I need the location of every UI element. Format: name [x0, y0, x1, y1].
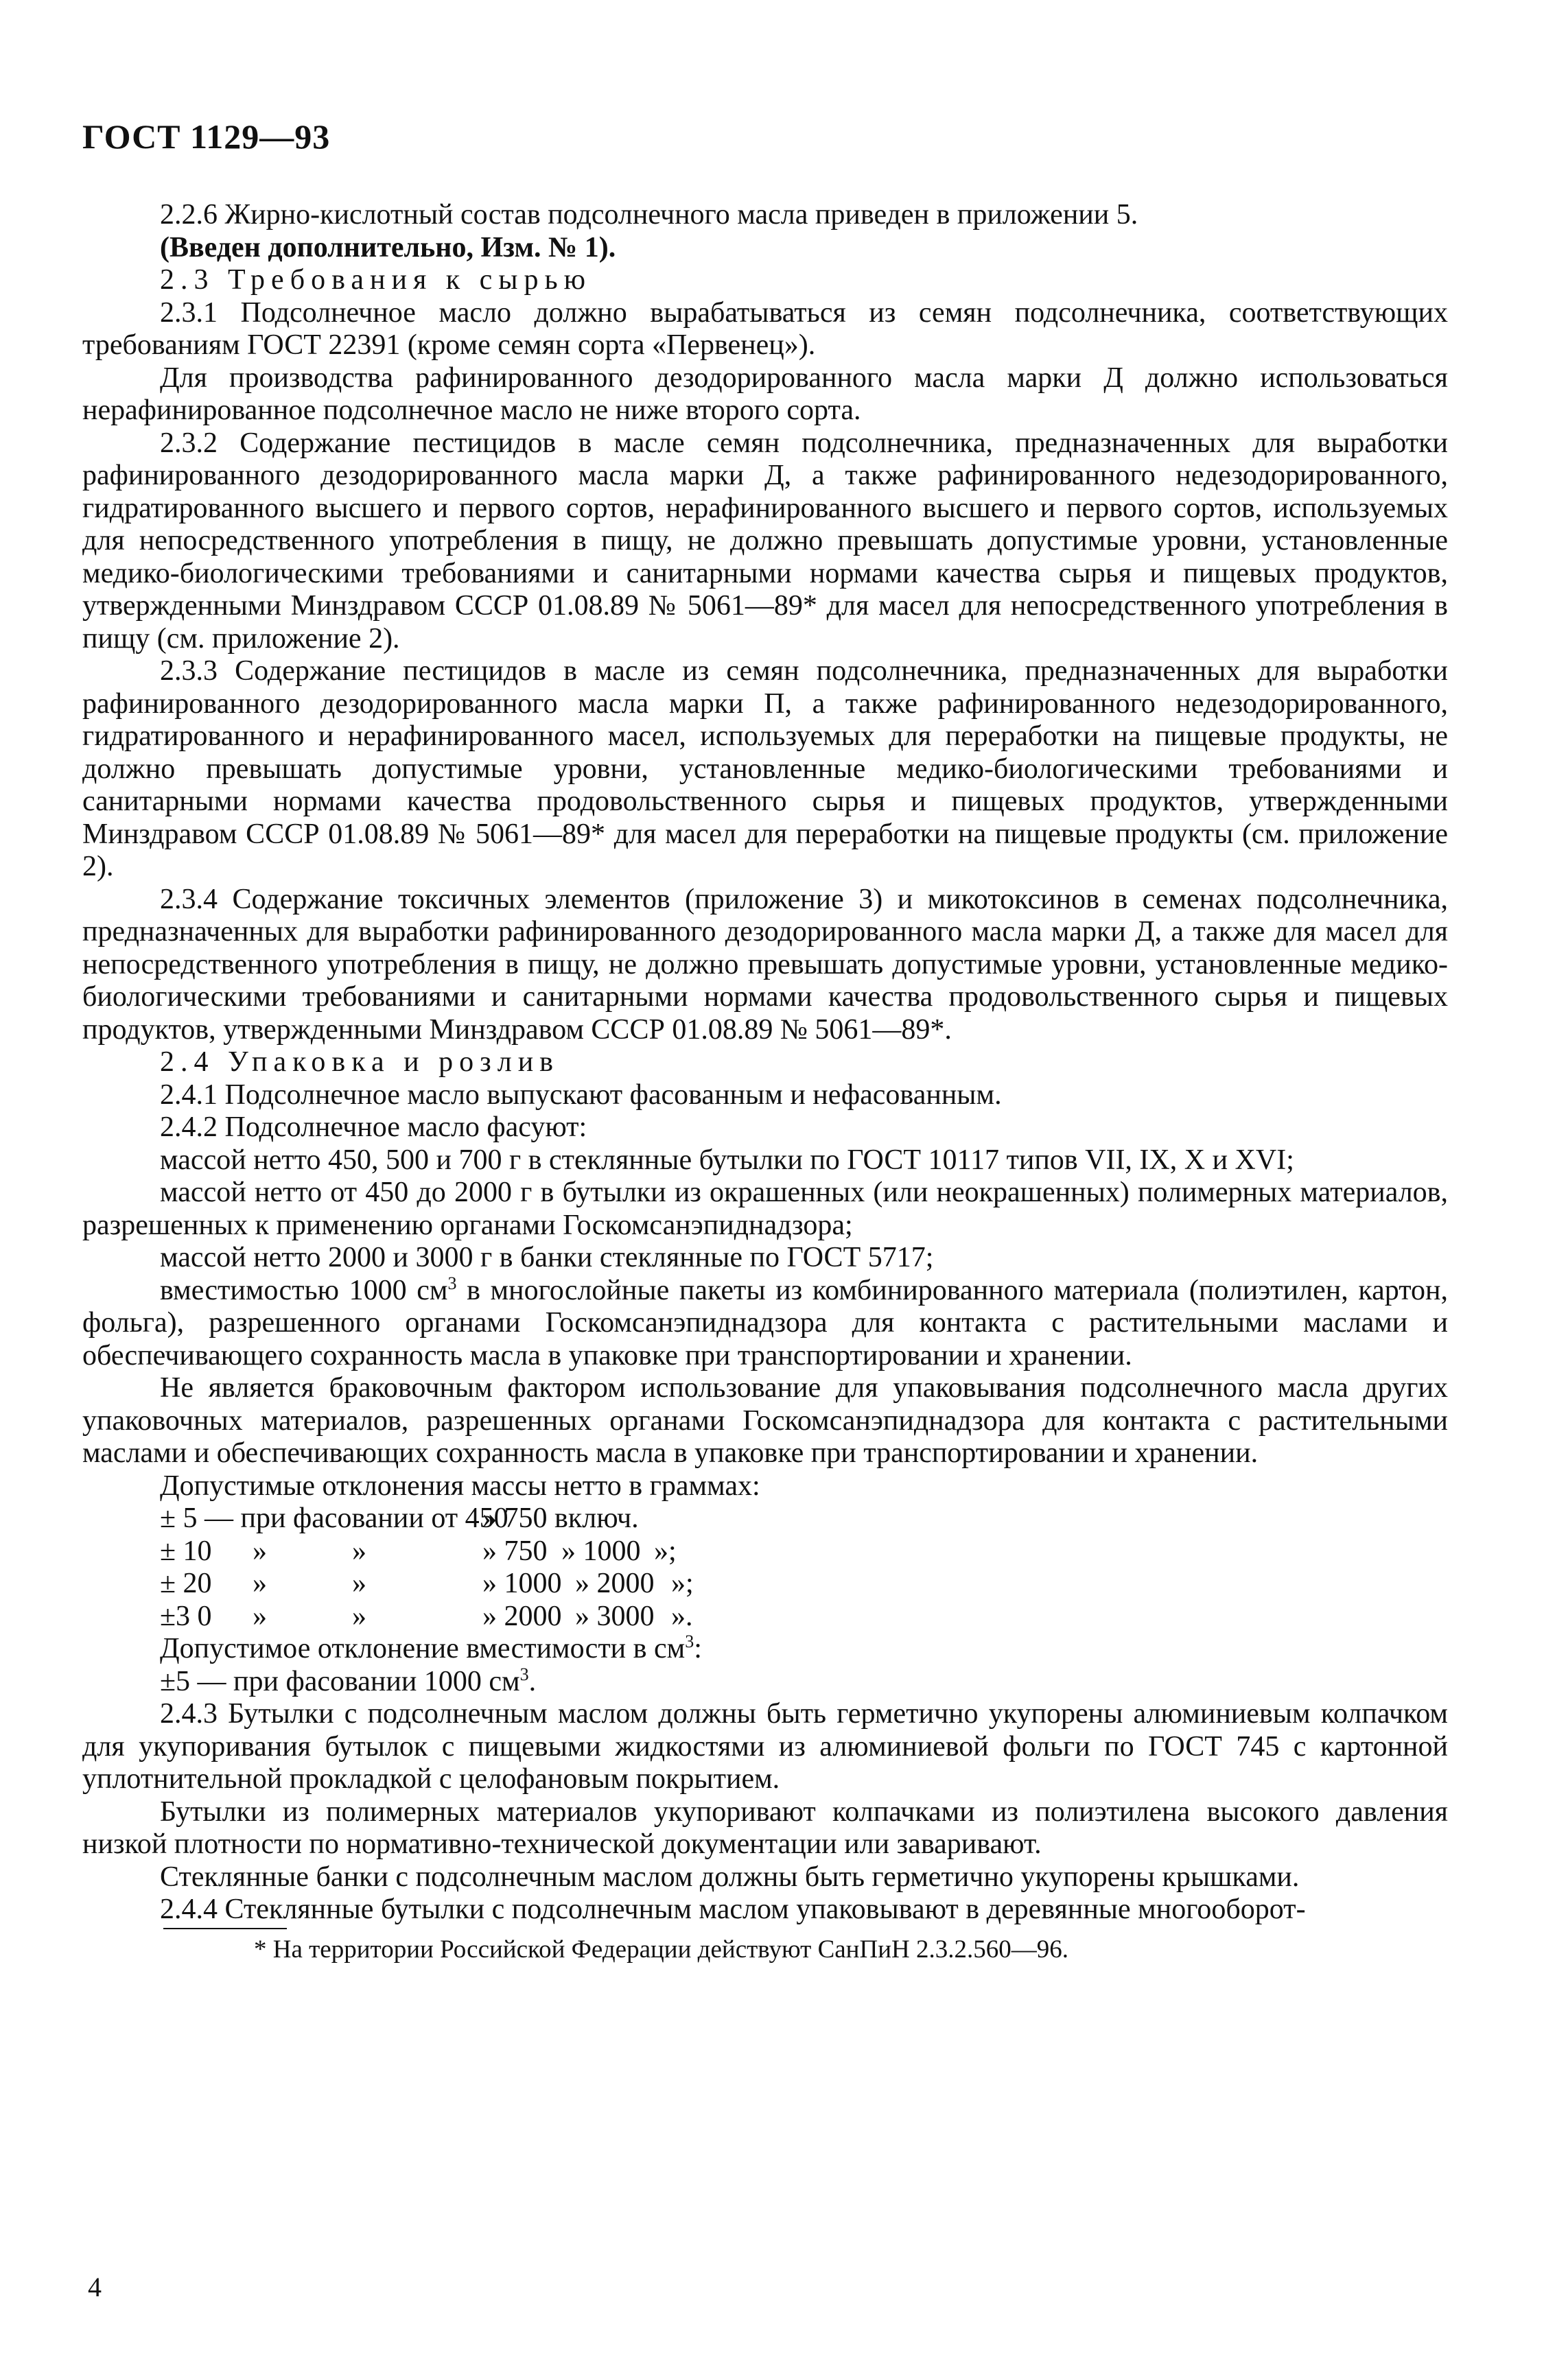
superscript: 3	[447, 1273, 457, 1293]
tolerance-row	[82, 1601, 1448, 1634]
paragraph	[82, 1275, 1448, 1373]
paragraph: Не является браковочным фактором использование для упаковывания подсолнечного масла других упаковочных материалов, разрешенных органами Госкомсанэпиднадзора для контакта с растительными маслами и обеспечивающих сохранность масла в упаковке при транспортировании и хранении.	[82, 1372, 1448, 1469]
document-page	[82, 117, 1448, 1964]
tolerance-cell: ±3 0	[160, 1600, 212, 1632]
document-header: ГОСТ 1129—93	[82, 117, 331, 156]
document-body	[82, 199, 1448, 1927]
tolerance-cell: »;	[654, 1535, 677, 1567]
paragraph: 2.3.1 Подсолнечное масло должно вырабатываться из семян подсолнечника, соответствующих требованиям ГОСТ 22391 (кроме семян сорта «Первенец»).	[82, 296, 1448, 361]
paragraph: 2.4.4 Стеклянные бутылки с подсолнечным маслом упаковывают в деревянные многооборот-	[160, 1894, 1306, 1925]
paragraph: Стеклянные банки с подсолнечным маслом должны быть герметично укупорены крышками.	[160, 1861, 1300, 1893]
tolerance-cell: »	[253, 1568, 267, 1599]
footnote: * На территории Российской Федерации действуют СанПиН 2.3.2.560—96.	[254, 1935, 1068, 1964]
superscript: 3	[519, 1664, 529, 1684]
footnote-divider	[163, 1928, 287, 1929]
superscript: 3	[685, 1631, 694, 1651]
tolerance-cell: »	[253, 1600, 267, 1632]
paragraph: 2.4.2 Подсолнечное масло фасуют:	[160, 1111, 587, 1143]
paragraph: массой нетто от 450 до 2000 г в бутылки из окрашенных (или неокрашенных) полимерных материалов, разрешенных к применению органами Госкомсанэпиднадзора;	[82, 1177, 1448, 1241]
page-number: 4	[88, 2272, 102, 2302]
text-run: Допустимое отклонение вместимости в см	[160, 1633, 686, 1664]
text-run: в многослойные пакеты из комбинированного материала (полиэтилен, картон, фольга), разрешенного органами Госкомсанэпиднадзора для контакта с растительными маслами и обеспечивающего сохранность масла в упаковке при транспортировании и хранении.	[82, 1274, 1448, 1371]
tolerance-cell: ± 5 — при фасовании от 450	[160, 1503, 508, 1534]
tolerance-row	[82, 1535, 1448, 1568]
tolerance-cell: »	[352, 1535, 366, 1567]
paragraph: 2.3.3 Содержание пестицидов в масле из семян подсолнечника, предназначенных для выработки рафинированного дезодорированного масла марки П, а также рафинированного недезодорированного, гидратированного и нерафинированного масел, используемых для переработки на пищевые продукты, не должно превышать допустимые уровни, установленные медико-биологическими требованиями и санитарными нормами качества продовольственного сырья и пищевых продуктов, утвержденными Минздравом СССР 01.08.89 № 5061—89* для масел для переработки на пищевые продукты (см. приложение 2).	[82, 655, 1448, 882]
section-heading: 2.4 Упаковка и розлив	[160, 1046, 560, 1078]
paragraph	[82, 1633, 1448, 1666]
tolerance-cell: » 750 включ.	[482, 1503, 639, 1534]
paragraph: 2.2.6 Жирно-кислотный состав подсолнечного масла приведен в приложении 5.	[160, 199, 1138, 231]
paragraph: 2.3.4 Содержание токсичных элементов (приложение 3) и микотоксинов в семенах подсолнечника, предназначенных для выработки рафинированного дезодорированного масла марки Д, а также для масел для непосредственного употребления в пищу, не должно превышать допустимые уровни, установленные медико-биологическими требованиями и санитарными нормами качества продовольственного сырья и пищевых продуктов, утвержденными Минздравом СССР 01.08.89 № 5061—89*.	[82, 883, 1448, 1046]
text-run: ±5 — при фасовании 1000 см	[160, 1665, 520, 1697]
tolerance-cell: »	[352, 1600, 366, 1632]
paragraph: Допустимые отклонения массы нетто в граммах:	[160, 1470, 760, 1502]
tolerance-cell: ± 10	[160, 1535, 212, 1567]
paragraph: 2.4.3 Бутылки с подсолнечным маслом должны быть герметично укупорены алюминиевым колпачком для укупоривания бутылок с пищевыми жидкостями из алюминиевой фольги по ГОСТ 745 с картонной уплотнительной прокладкой с целофановым покрытием.	[82, 1698, 1448, 1795]
tolerance-cell: » 1000	[482, 1568, 562, 1599]
text-run: :	[694, 1633, 702, 1664]
tolerance-cell: » 2000	[482, 1600, 562, 1632]
paragraph: 2.4.1 Подсолнечное масло выпускают фасованным и нефасованным.	[160, 1079, 1002, 1111]
paragraph: Бутылки из полимерных материалов укупоривают колпачками из полиэтилена высокого давления низкой плотности по нормативно-технической документации или заваривают.	[82, 1795, 1448, 1860]
tolerance-row	[82, 1503, 1448, 1535]
tolerance-cell: »	[352, 1568, 366, 1599]
text-run: .	[528, 1665, 537, 1697]
tolerance-cell: » 750	[482, 1535, 548, 1567]
text-run: вместимостью 1000 см	[160, 1274, 448, 1306]
tolerance-cell: » 3000	[575, 1600, 655, 1632]
tolerance-cell: »	[253, 1535, 267, 1567]
tolerance-cell: » 2000	[575, 1568, 655, 1599]
paragraph	[82, 1666, 1448, 1699]
paragraph: Для производства рафинированного дезодорированного масла марки Д должно использоваться нерафинированное подсолнечное масло не ниже второго сорта.	[82, 362, 1448, 426]
tolerance-cell: ± 20	[160, 1568, 212, 1599]
tolerance-row	[82, 1568, 1448, 1601]
section-heading: 2.3 Требования к сырью	[160, 264, 592, 296]
amendment-note: (Введен дополнительно, Изм. № 1).	[160, 231, 616, 263]
paragraph: массой нетто 2000 и 3000 г в банки стеклянные по ГОСТ 5717;	[160, 1242, 934, 1273]
tolerance-cell: »;	[671, 1568, 694, 1599]
tolerance-cell: ».	[671, 1600, 693, 1632]
paragraph: массой нетто 450, 500 и 700 г в стеклянные бутылки по ГОСТ 10117 типов VII, IX, X и XVI;	[160, 1144, 1294, 1176]
paragraph: 2.3.2 Содержание пестицидов в масле семян подсолнечника, предназначенных для выработки рафинированного дезодорированного масла марки Д, а также рафинированного недезодорированного, гидратированного высшего и первого сортов, нерафинированного высшего и первого сортов, используемых для непосредственного употребления в пищу, не должно превышать допустимые уровни, установленные медико-биологическими требованиями и санитарными нормами качества сырья и пищевых продуктов, утвержденными Минздравом СССР 01.08.89 № 5061—89* для масел для непосредственного употребления в пищу (см. приложение 2).	[82, 427, 1448, 655]
tolerance-cell: » 1000	[561, 1535, 641, 1567]
